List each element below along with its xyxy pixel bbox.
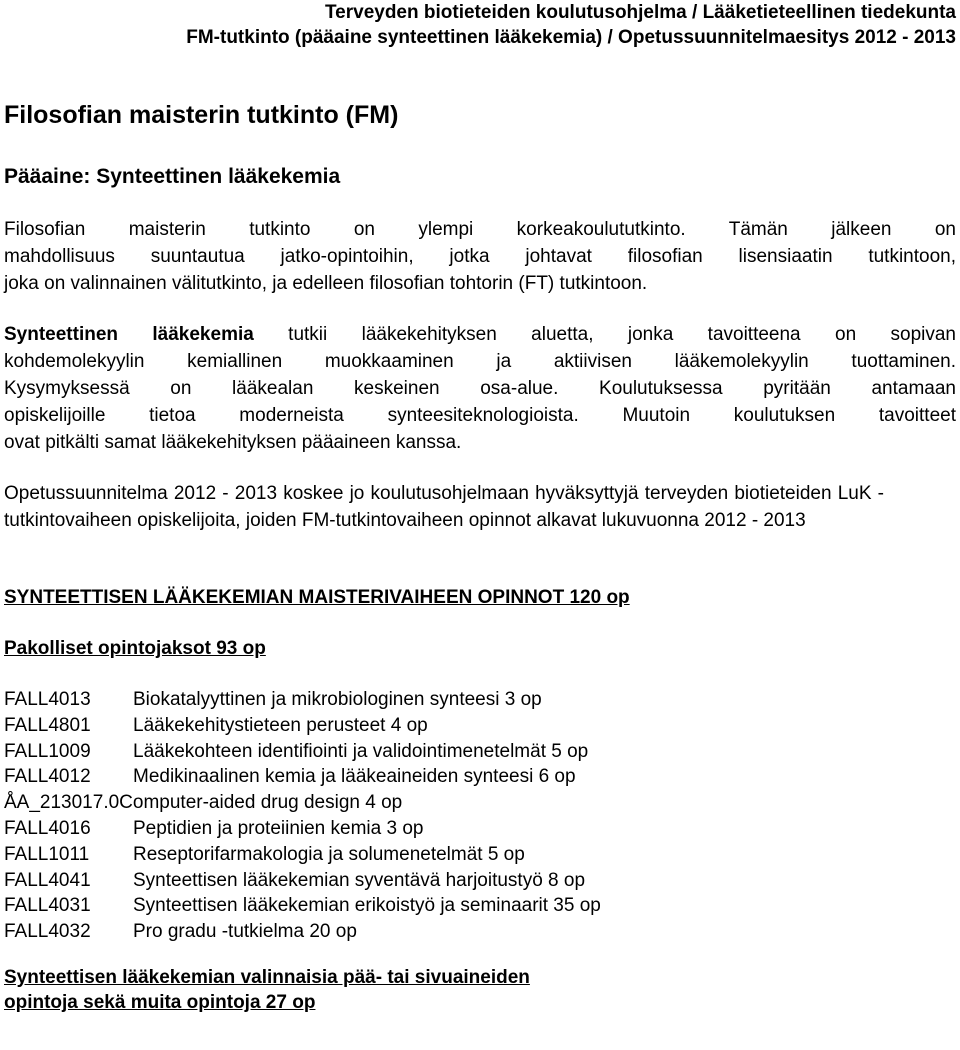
course-name: Medikinaalinen kemia ja lääkeaineiden synteesi 6 op xyxy=(133,766,576,788)
description-line: Kysymyksessä on lääkealan keskeinen osa-alue. Koulutuksessa pyritään antamaan xyxy=(4,378,956,399)
section-heading: SYNTEETTISEN LÄÄKEKEMIAN MAISTERIVAIHEEN OPINNOT 120 op xyxy=(4,587,630,608)
description-line xyxy=(4,321,956,348)
course-code: FALL4031 xyxy=(4,895,91,917)
intro-line: Filosofian maisterin tutkinto on ylempi korkeakoulututkinto. Tämän jälkeen on xyxy=(4,219,956,240)
document-page xyxy=(4,0,956,1015)
intro-line: joka on valinnainen välitutkinto, ja edelleen filosofian tohtorin (FT) tutkintoon. xyxy=(4,273,648,294)
course-code: FALL4016 xyxy=(4,817,91,839)
course-row xyxy=(4,868,956,894)
course-code: FALL4032 xyxy=(4,921,91,943)
course-name: Lääkekehitystieteen perusteet 4 op xyxy=(133,714,428,736)
electives-heading-line: opintoja sekä muita opintoja 27 op xyxy=(4,991,316,1013)
electives-heading-line: Synteettisen lääkekemian valinnaisia pää- tai sivuaineiden xyxy=(4,966,530,988)
course-code: FALL4801 xyxy=(4,714,91,736)
course-row xyxy=(4,739,956,765)
course-row xyxy=(4,919,956,945)
course-code: FALL4041 xyxy=(4,869,91,891)
course-name: Synteettisen lääkekemian syventävä harjoitustyö 8 op xyxy=(133,869,586,891)
description-lead: Synteettinen lääkekemia xyxy=(4,324,254,345)
header-line-degree: FM-tutkinto (pääaine synteettinen lääkekemia) / Opetussuunnitelmaesitys 2012 - 2013 xyxy=(186,27,956,48)
curriculum-note: Opetussuunnitelma 2012 - 2013 koskee jo koulutusohjelmaan hyväksyttyjä terveyden biotieteiden LuK -tutkintovaiheen opiskelijoita, joiden FM-tutkintovaiheen opinnot alkavat lukuvuonna 2012 - 2013 xyxy=(4,483,884,531)
course-code: FALL1011 xyxy=(4,843,90,865)
intro-paragraph xyxy=(4,216,956,297)
course-row xyxy=(4,790,956,816)
course-name: Pro gradu -tutkielma 20 op xyxy=(133,921,357,943)
course-list xyxy=(4,687,956,945)
document-header xyxy=(4,0,956,50)
course-name: Computer-aided drug design 4 op xyxy=(119,792,403,814)
course-row xyxy=(4,687,956,713)
course-code: FALL4013 xyxy=(4,689,91,710)
course-name: Reseptorifarmakologia ja solumenetelmät 5 op xyxy=(133,843,525,865)
course-code: FALL1009 xyxy=(4,740,91,762)
course-code: FALL4012 xyxy=(4,766,91,788)
course-row xyxy=(4,893,956,919)
course-name: Synteettisen lääkekemian erikoistyö ja seminaarit 35 op xyxy=(133,895,601,917)
description-line: opiskelijoille tietoa moderneista synteesiteknologioista. Muutoin koulutuksen tavoitteet xyxy=(4,405,956,426)
course-row xyxy=(4,764,956,790)
course-row xyxy=(4,816,956,842)
course-row xyxy=(4,713,956,739)
description-paragraph xyxy=(4,321,956,456)
page-title: Filosofian maisterin tutkinto (FM) xyxy=(4,101,399,129)
major-heading: Pääaine: Synteettinen lääkekemia xyxy=(4,165,341,188)
description-line-rest: tutkii lääkekehityksen aluetta, jonka tavoitteena on sopivan xyxy=(253,324,956,345)
course-name: Lääkekohteen identifiointi ja validointimenetelmät 5 op xyxy=(133,740,589,762)
course-row xyxy=(4,842,956,868)
electives-heading xyxy=(4,965,956,1015)
course-name: Peptidien ja proteiinien kemia 3 op xyxy=(133,817,424,839)
mandatory-heading: Pakolliset opintojaksot 93 op xyxy=(4,638,266,659)
description-line: kohdemolekyylin kemiallinen muokkaaminen ja aktiivisen lääkemolekyylin tuottaminen. xyxy=(4,351,956,372)
description-line: ovat pitkälti samat lääkekehityksen pääaineen kanssa. xyxy=(4,432,462,453)
course-code: ÅA_213017.0 xyxy=(4,792,120,814)
header-line-programme: Terveyden biotieteiden koulutusohjelma / Lääketieteellinen tiedekunta xyxy=(324,2,956,23)
intro-line: mahdollisuus suuntautua jatko-opintoihin, jotka johtavat filosofian lisensiaatin tutkintoon, xyxy=(4,246,956,267)
course-name: Biokatalyyttinen ja mikrobiologinen synteesi 3 op xyxy=(133,689,542,710)
